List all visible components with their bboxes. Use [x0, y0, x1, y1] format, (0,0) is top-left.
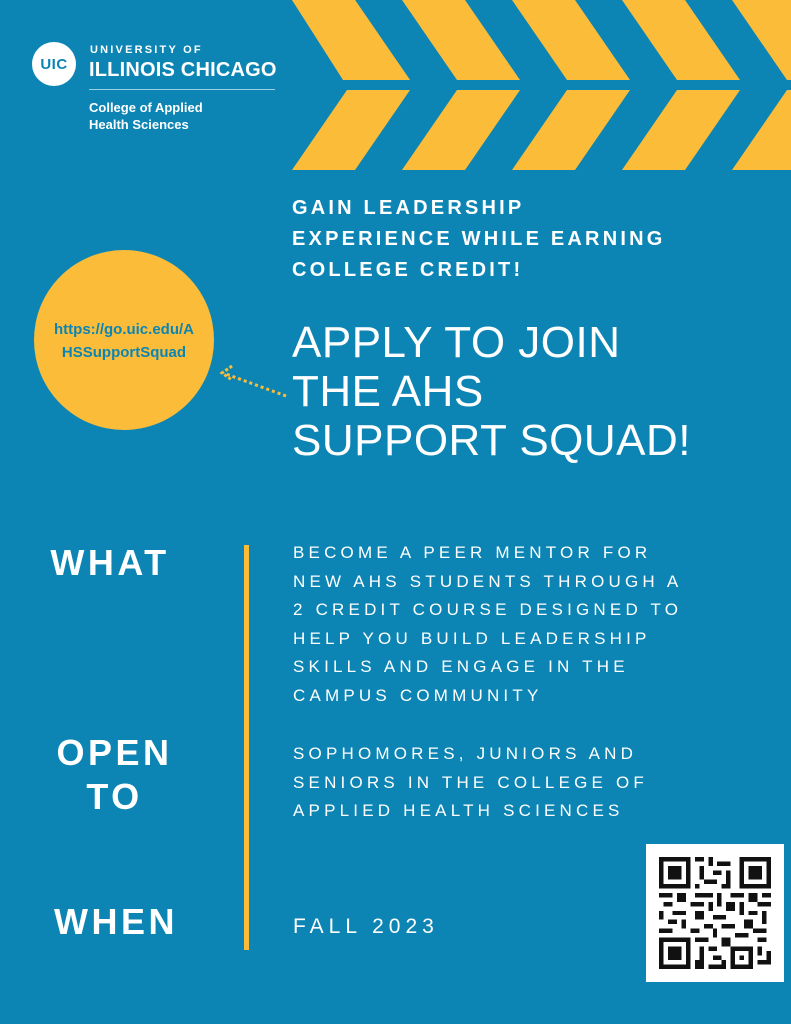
uic-logo-icon — [32, 42, 76, 86]
headline — [292, 318, 772, 465]
university-name: ILLINOIS CHICAGO — [89, 59, 277, 81]
desc-line: SKILLS AND ENGAGE IN THE — [293, 657, 629, 676]
url-line: https://go.uic.edu/A — [54, 321, 194, 338]
desc-line: SOPHOMORES, JUNIORS AND — [293, 744, 638, 763]
what-description — [293, 539, 773, 710]
desc-line: BECOME A PEER MENTOR FOR — [293, 543, 652, 562]
qr-code-icon — [659, 857, 771, 969]
label-line: WHEN — [54, 901, 178, 942]
tagline-line: EXPERIENCE WHILE EARNING — [292, 228, 666, 250]
what-label — [30, 542, 190, 584]
logo-mark: UIC — [40, 55, 68, 73]
university-of-label: UNIVERSITY OF — [90, 44, 203, 56]
chevron-pattern — [0, 0, 791, 170]
label-line: TO — [86, 776, 143, 817]
label-line: WHAT — [50, 542, 170, 583]
college-name — [89, 99, 289, 133]
headline-line: THE AHS — [292, 367, 484, 416]
logo-divider — [89, 89, 275, 90]
desc-line: APPLIED HEALTH SCIENCES — [293, 801, 624, 820]
dotted-arrow-icon — [212, 360, 292, 400]
desc-line: HELP YOU BUILD LEADERSHIP — [293, 628, 651, 648]
college-line: College of Applied — [89, 100, 203, 115]
label-line: OPEN — [56, 732, 173, 773]
college-line: Health Sciences — [89, 117, 189, 132]
open-to-description — [293, 740, 773, 826]
tagline-line: GAIN LEADERSHIP — [292, 197, 525, 219]
desc-line: SENIORS IN THE COLLEGE OF — [293, 772, 649, 792]
desc-line: 2 CREDIT COURSE DESIGNED TO — [293, 600, 683, 619]
desc-line: FALL 2023 — [293, 915, 439, 938]
when-label — [36, 901, 196, 943]
open-to-label — [42, 731, 187, 819]
apply-url-link[interactable] — [34, 318, 214, 364]
tagline-line: COLLEGE CREDIT! — [292, 259, 524, 281]
desc-line: NEW AHS STUDENTS THROUGH A — [293, 571, 683, 591]
url-line: HSSupportSquad — [61, 344, 187, 361]
desc-line: CAMPUS COMMUNITY — [293, 685, 543, 705]
tagline — [292, 193, 772, 286]
section-divider — [244, 545, 249, 950]
headline-line: APPLY TO JOIN — [292, 318, 621, 367]
headline-line: SUPPORT SQUAD! — [292, 416, 692, 465]
